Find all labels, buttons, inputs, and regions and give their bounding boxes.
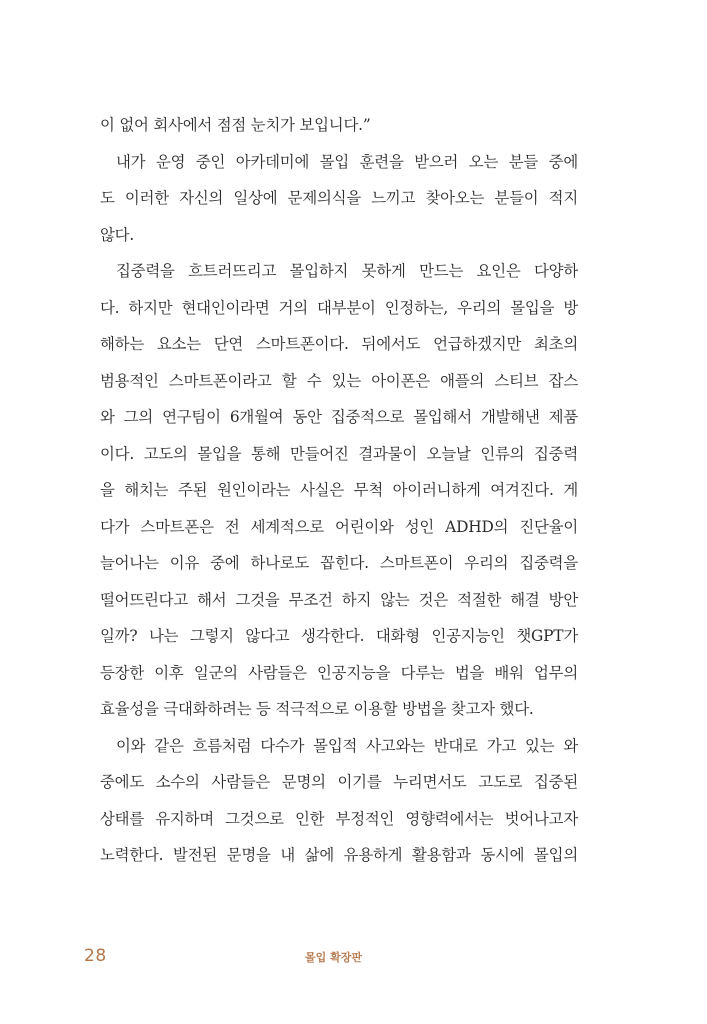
- running-footer-title: 몰입 확장판: [305, 951, 362, 964]
- text-line: 이와 같은 흐름처럼 다수가 몰입적 사고와는 반대로 가고 있는 와: [116, 736, 578, 755]
- text-line: 내가 운영 중인 아카데미에 몰입 훈련을 받으러 오는 분들 중에: [116, 152, 578, 171]
- text-line: 집중력을 흐트러뜨리고 몰입하지 못하게 만드는 요인은 다양하: [116, 262, 578, 280]
- text-line: 효율성을 극대화하려는 등 적극적으로 이용할 방법을 찾고자 했다.: [100, 700, 534, 718]
- text-line: 이다. 고도의 몰입을 통해 만들어진 결과물이 오늘날 인류의 집중력: [100, 444, 578, 463]
- text-line: 도 이러한 자신의 일상에 문제의식을 느끼고 찾아오는 분들이 적지: [100, 189, 578, 207]
- text-line: 와 그의 연구팀이 6개월여 동안 집중적으로 몰입해서 개발해낸 제품: [100, 408, 578, 426]
- text-line: 늘어나는 이유 중에 하나로도 꼽힌다. 스마트폰이 우리의 집중력을: [100, 554, 578, 572]
- text-line: 이 없어 회사에서 점점 눈치가 보입니다.”: [100, 116, 371, 134]
- text-line: 해하는 요소는 단연 스마트폰이다. 뒤에서도 언급하겠지만 최초의: [100, 335, 578, 353]
- text-line: 상태를 유지하며 그것으로 인한 부정적인 영향력에서는 벗어나고자: [100, 809, 578, 828]
- text-line: 다. 하지만 현대인이라면 거의 대부분이 인정하는, 우리의 몰입을 방: [100, 298, 578, 317]
- text-line: 노력한다. 발전된 문명을 내 삶에 유용하게 활용함과 동시에 몰입의: [100, 846, 578, 864]
- text-line: 않다.: [100, 225, 135, 244]
- text-line: 떨어뜨린다고 해서 그것을 무조건 하지 않는 것은 적절한 해결 방안: [100, 590, 578, 609]
- text-line: 중에도 소수의 사람들은 문명의 이기를 누리면서도 고도로 집중된: [100, 773, 578, 791]
- text-line: 일까? 나는 그렇지 않다고 생각한다. 대화형 인공지능인 챗GPT가: [100, 627, 578, 645]
- text-line: 을 해치는 주된 원인이라는 사실은 무척 아이러니하게 여겨진다. 게: [100, 481, 578, 499]
- body-text: [100, 107, 578, 874]
- text-line: 다가 스마트폰은 전 세계적으로 어린이와 성인 ADHD의 진단율이: [100, 517, 578, 536]
- text-line: 등장한 이후 일군의 사람들은 인공지능을 다루는 법을 배워 업무의: [100, 663, 578, 682]
- page-number: 28: [84, 946, 107, 966]
- text-line: 범용적인 스마트폰이라고 할 수 있는 아이폰은 애플의 스티브 잡스: [100, 371, 578, 390]
